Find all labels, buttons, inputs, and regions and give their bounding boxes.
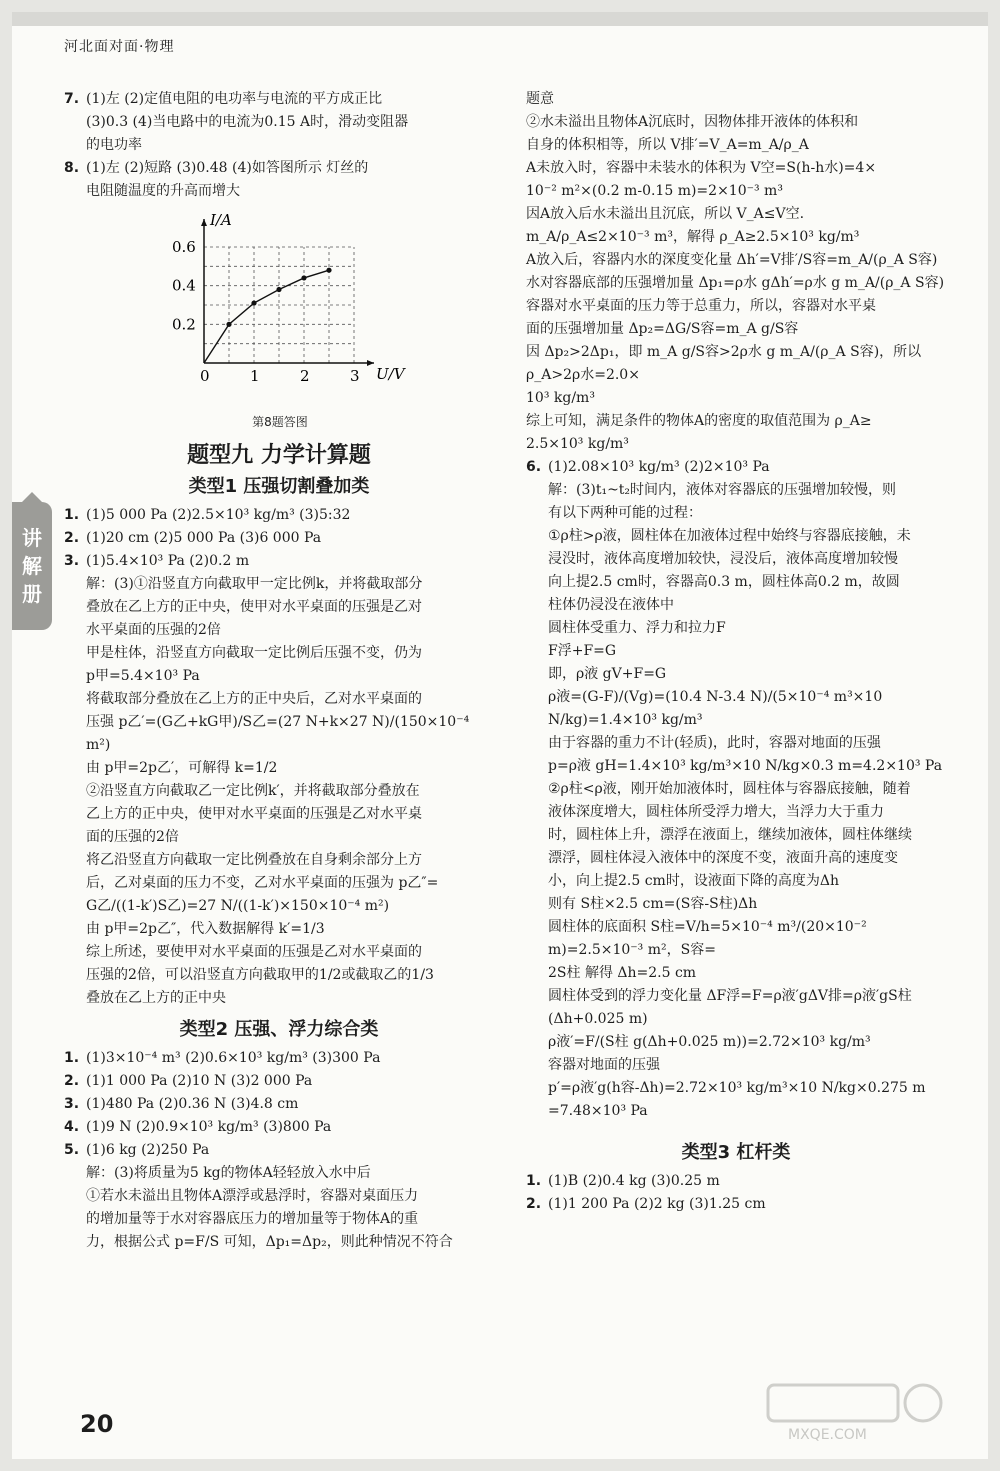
data-point: [251, 300, 256, 305]
answer-text: 的电功率: [86, 137, 142, 153]
question-number: [526, 617, 548, 640]
answers-top: [64, 88, 494, 203]
page-header: 河北面对面·物理: [64, 39, 175, 55]
answer-line: [526, 870, 946, 893]
answer-line: [64, 1047, 494, 1070]
question-number: 2.: [64, 1073, 80, 1089]
question-number: [64, 872, 86, 895]
answer-text: (1)1 200 Pa (2)2 kg (3)1.25 cm: [548, 1196, 766, 1212]
answer-line: [64, 1208, 494, 1231]
solution-line: 2.5×10³ kg/m³: [526, 436, 629, 452]
x-tick-label: 1: [250, 367, 260, 385]
solution-line: 因A放入后水未溢出且沉底，所以 V_A≤V空.: [526, 206, 805, 222]
question-number: [64, 619, 86, 642]
answer-line: [64, 88, 494, 111]
side-tab-char: 解: [22, 554, 42, 578]
question-number: [526, 502, 548, 525]
question-number: [64, 895, 86, 918]
answer-text: 时，圆柱体上升，漂浮在液面上，继续加液体，圆柱体继续: [548, 827, 912, 843]
question-number: [526, 571, 548, 594]
answer-text: ②ρ柱<ρ液，刚开始加液体时，圆柱体与容器底接触，随着: [548, 781, 911, 797]
answer-text: ρ液=(G-F)/(Vg)=(10.4 N-3.4 N)/(5×10⁻⁴ m³×10 N/kg)=1.4×10³ kg/m³: [548, 689, 883, 728]
answer-text: 后，乙对桌面的压力不变，乙对水平桌面的压强为 p乙″=: [86, 875, 439, 891]
answer-text: 乙上方的正中央，使甲对水平桌面的压强是乙对水平桌: [86, 806, 422, 822]
answer-text: 即，ρ液 gV+F=G: [548, 666, 667, 682]
question-number: [64, 596, 86, 619]
answer-line: [526, 1170, 946, 1193]
answer-line: [526, 916, 946, 962]
solution-line: 10³ kg/m³: [526, 390, 595, 406]
answer-text: 叠放在乙上方的正中央: [86, 990, 226, 1006]
answer-text: 漂浮，圆柱体浸入液体中的深度不变，液面升高的速度变: [548, 850, 898, 866]
answer-text: (1)5 000 Pa (2)2.5×10³ kg/m³ (3)5:32: [86, 507, 351, 523]
answer-line: [526, 778, 946, 801]
answer-text: 由 p甲=2p乙″，代入数据解得 k′=1/3: [86, 921, 325, 937]
question-number: 1.: [526, 1173, 542, 1189]
left-column: [64, 88, 494, 1254]
answer-text: 压强的2倍，可以沿竖直方向截取甲的1/2或截取乙的1/3: [86, 967, 434, 983]
answer-line: [526, 847, 946, 870]
answer-line: [526, 456, 946, 479]
answer-line: [526, 502, 946, 525]
answer-line: [526, 962, 946, 985]
question-number: [64, 134, 86, 157]
question-number: [526, 755, 548, 778]
answer-line: [64, 1231, 494, 1254]
question-number: [526, 686, 548, 732]
question-number: [526, 1077, 548, 1100]
data-line: [204, 270, 329, 363]
y-axis-label: I/A: [210, 211, 232, 229]
answer-line: [64, 111, 494, 134]
question-number: [64, 1162, 86, 1185]
y-axis-arrow: [201, 219, 207, 226]
solution-line: m_A/ρ_A≤2×10⁻³ m³，解得 ρ_A≥2.5×10³ kg/m³: [526, 229, 860, 245]
question-number: 6.: [526, 459, 542, 475]
answer-text: 容器对地面的压强: [548, 1057, 660, 1073]
answer-text: 则有 S柱×2.5 cm=(S容-S柱)Δh: [548, 896, 758, 912]
answer-line: [526, 732, 946, 755]
answer-line: [64, 1093, 494, 1116]
answer-line: [64, 803, 494, 826]
answer-text: (1)3×10⁻⁴ m³ (2)0.6×10³ kg/m³ (3)300 Pa: [86, 1050, 381, 1066]
answer-text: F浮+F=G: [548, 643, 617, 659]
answer-text: 叠放在乙上方的正中央，使甲对水平桌面的压强是乙对: [86, 599, 422, 615]
x-axis-label: U/V: [376, 365, 405, 383]
question-number: [64, 111, 86, 134]
answer-text: 解：(3)①沿竖直方向截取甲一定比例k，并将截取部分: [86, 576, 423, 592]
solution-line: A未放入时，容器中未装水的体积为 V空=S(h-h水)=4×: [526, 160, 877, 176]
answer-line: [64, 527, 494, 550]
question-number: [526, 548, 548, 571]
answer-line: [64, 688, 494, 711]
answer-line: [526, 548, 946, 571]
question-number: [64, 826, 86, 849]
answer-text: 柱体仍浸没在液体中: [548, 597, 674, 613]
question-number: [64, 918, 86, 941]
answer-line: [64, 964, 494, 987]
answer-line: [64, 642, 494, 665]
x-tick-label: 0: [200, 367, 210, 385]
answer-text: (1)20 cm (2)5 000 Pa (3)6 000 Pa: [86, 530, 322, 546]
answer-text: 压强 p乙′=(G乙+kG甲)/S乙=(27 N+k×27 N)/(150×10⁻⁴ m²): [86, 714, 470, 753]
solution-line: 自身的体积相等，所以 V排′=V_A=m_A/ρ_A: [526, 137, 809, 153]
question-number: [526, 479, 548, 502]
answer-text: 向上提2.5 cm时，容器高0.3 m，圆柱体高0.2 m，故圆: [548, 574, 900, 590]
answer-line: [526, 1008, 946, 1031]
answer-line: [64, 826, 494, 849]
question-number: [526, 985, 548, 1008]
answer-text: (1)左 (2)短路 (3)0.48 (4)如答图所示 灯丝的: [86, 160, 369, 176]
answer-line: [64, 780, 494, 803]
question-number: [64, 180, 86, 203]
answer-line: [526, 824, 946, 847]
section-title: 题型九 力学计算题: [187, 443, 371, 468]
x-tick-label: 3: [350, 367, 360, 385]
answer-line: [526, 893, 946, 916]
question-number: [526, 962, 548, 985]
solution-line: 题意: [526, 91, 554, 107]
type1-answers: [64, 504, 494, 1010]
question-number: [64, 1208, 86, 1231]
answer-text: =7.48×10³ Pa: [548, 1103, 648, 1119]
answer-line: [64, 504, 494, 527]
watermark-text: MXQE.COM: [788, 1427, 867, 1443]
question-number: [526, 916, 548, 962]
answer-line: [526, 617, 946, 640]
question-number: [64, 665, 86, 688]
y-tick-label: 0.6: [172, 238, 196, 256]
answer-text: 解：(3)将质量为5 kg的物体A轻轻放入水中后: [86, 1165, 371, 1181]
answer-line: [64, 941, 494, 964]
question-number: 7.: [64, 91, 80, 107]
question-number: 2.: [526, 1196, 542, 1212]
answer-line: [64, 987, 494, 1010]
answer-line: [526, 479, 946, 502]
answer-text: 由于容器的重力不计(轻质)，此时，容器对地面的压强: [548, 735, 881, 751]
answer-line: [64, 619, 494, 642]
x-tick-label: 2: [300, 367, 310, 385]
answer-text: 综上所述，要使甲对水平桌面的压强是乙对水平桌面的: [86, 944, 422, 960]
answer-line: [64, 849, 494, 872]
answer-text: p甲=5.4×10³ Pa: [86, 668, 200, 684]
answer-text: (1)6 kg (2)250 Pa: [86, 1142, 210, 1158]
question-number: [64, 1231, 86, 1254]
data-point: [276, 287, 281, 292]
chart-container: [160, 207, 420, 434]
solution-line: ②水未溢出且物体A沉底时，因物体排开液体的体积和: [526, 114, 859, 130]
y-tick-label: 0.2: [172, 315, 196, 334]
answer-line: [526, 686, 946, 732]
answer-text: ①ρ柱>ρ液，圆柱体在加液体过程中始终与容器底接触，未: [548, 528, 911, 544]
answer-text: 面的压强的2倍: [86, 829, 179, 845]
answer-line: [526, 525, 946, 548]
answer-text: (1)5.4×10³ Pa (2)0.2 m: [86, 553, 250, 569]
question-number: [64, 941, 86, 964]
answer-line: [526, 663, 946, 686]
answer-text: 将截取部分叠放在乙上方的正中央后，乙对水平桌面的: [86, 691, 422, 707]
answer-text: (1)1 000 Pa (2)10 N (3)2 000 Pa: [86, 1073, 313, 1089]
solution-line: A放入后，容器内水的深度变化量 Δh′=V排′/S容=m_A/(ρ_A S容): [526, 252, 938, 268]
answer-text: 圆柱体受到的浮力变化量 ΔF浮=F=ρ液′gΔV排=ρ液′gS柱: [548, 988, 912, 1004]
question-number: [526, 778, 548, 801]
answer-text: 浸没时，液体高度增加较快，浸没后，液体高度增加较慢: [548, 551, 898, 567]
answer-line: [526, 571, 946, 594]
solution-line: 综上可知，满足条件的物体A的密度的取值范围为 ρ_A≥: [526, 413, 872, 429]
side-tab: [12, 502, 52, 630]
answer-line: [64, 1139, 494, 1162]
question-number: [64, 849, 86, 872]
answer-line: [64, 1162, 494, 1185]
question-number: [526, 1054, 548, 1077]
question-number: [64, 757, 86, 780]
answer-line: [526, 1077, 946, 1100]
answer-text: 将乙沿竖直方向截取一定比例叠放在自身剩余部分上方: [86, 852, 422, 868]
question-number: 3.: [64, 1096, 80, 1112]
answer-text: (1)2.08×10³ kg/m³ (2)2×10³ Pa: [548, 459, 770, 475]
question-number: [64, 711, 86, 757]
answer-text: 电阻随温度的升高而增大: [86, 183, 240, 199]
top-rule: [12, 12, 988, 26]
data-point: [226, 322, 231, 327]
solution-line: 面的压强增加量 Δp₂=ΔG/S容=m_A g/S容: [526, 321, 799, 337]
answer-line: [526, 1054, 946, 1077]
question-number: [526, 732, 548, 755]
right-column: [526, 88, 946, 1216]
answer-text: ②沿竖直方向截取乙一定比例k′，并将截取部分叠放在: [86, 783, 420, 799]
type1-title: 类型1 压强切割叠加类: [188, 476, 370, 497]
question-number: 1.: [64, 1050, 80, 1066]
answer-line: [64, 665, 494, 688]
y-tick-label: 0.4: [172, 276, 196, 295]
answer-text: 解：(3)t₁~t₂时间内，液体对容器底的压强增加较慢，则: [548, 482, 897, 498]
answer-line: [526, 755, 946, 778]
side-tab-char: 讲: [22, 526, 42, 550]
question-number: [526, 640, 548, 663]
answer-line: [64, 596, 494, 619]
answer-line: [526, 1100, 946, 1123]
answer-line: [64, 918, 494, 941]
answer-text: (1)9 N (2)0.9×10³ kg/m³ (3)800 Pa: [86, 1119, 332, 1135]
answer-text: (1)B (2)0.4 kg (3)0.25 m: [548, 1173, 720, 1189]
question-number: [526, 663, 548, 686]
answer-text: 小，向上提2.5 cm时，设液面下降的高度为Δh: [548, 873, 839, 889]
answer-text: 力，根据公式 p=F/S 可知，Δp₁=Δp₂，则此种情况不符合: [86, 1234, 453, 1250]
iu-chart: [160, 207, 405, 403]
answer-line: [526, 1193, 946, 1216]
answer-text: 的增加量等于水对容器底压力的增加量等于物体A的重: [86, 1211, 419, 1227]
answer-line: [64, 872, 494, 895]
question-number: [64, 1185, 86, 1208]
answer-line: [64, 180, 494, 203]
question-number: [526, 893, 548, 916]
answer-line: [526, 1031, 946, 1054]
answer-text: 2S柱 解得 Δh=2.5 cm: [548, 965, 697, 981]
solution-line: 水对容器底部的压强增加量 Δp₁=ρ水 gΔh′=ρ水 g m_A/(ρ_A S容): [526, 275, 945, 291]
answer-text: 水平桌面的压强的2倍: [86, 622, 221, 638]
question-number: 1.: [64, 507, 80, 523]
type2-title: 类型2 压强、浮力综合类: [179, 1019, 379, 1040]
answer-text: p′=ρ液′g(h容-Δh)=2.72×10³ kg/m³×10 N/kg×0.275 m: [548, 1080, 926, 1096]
type3-title: 类型3 杠杆类: [681, 1142, 791, 1163]
question-number: [64, 573, 86, 596]
question-number: [526, 594, 548, 617]
page: [12, 12, 988, 1459]
question-number: [64, 987, 86, 1010]
solution-line: 10⁻² m²×(0.2 m-0.15 m)=2×10⁻³ m³: [526, 183, 783, 199]
answer-line: [526, 801, 946, 824]
question-number: [64, 780, 86, 803]
answer-line: [64, 573, 494, 596]
question-number: 8.: [64, 160, 80, 176]
question-number: [526, 801, 548, 824]
answer-text: 有以下两种可能的过程：: [548, 505, 702, 521]
question-number: [526, 847, 548, 870]
answer-line: [64, 1116, 494, 1139]
question-number: [526, 1008, 548, 1031]
answer-line: [526, 640, 946, 663]
question-number: 2.: [64, 530, 80, 546]
answer-line: [64, 134, 494, 157]
answer-line: [64, 157, 494, 180]
question-number: [526, 870, 548, 893]
answer-text: (1)左 (2)定值电阻的电功率与电流的平方成正比: [86, 91, 383, 107]
q6-answers: [526, 456, 946, 1123]
answer-text: 由 p甲=2p乙′，可解得 k=1/2: [86, 760, 278, 776]
answer-text: (1)480 Pa (2)0.36 N (3)4.8 cm: [86, 1096, 299, 1112]
question-number: 4.: [64, 1119, 80, 1135]
question-number: [526, 1031, 548, 1054]
answer-line: [64, 895, 494, 918]
answer-text: ①若水未溢出且物体A漂浮或悬浮时，容器对桌面压力: [86, 1188, 419, 1204]
page-number: 20: [80, 1410, 114, 1438]
question-number: 3.: [64, 553, 80, 569]
answer-text: 甲是柱体，沿竖直方向截取一定比例后压强不变，仍为: [86, 645, 422, 661]
answer-text: 圆柱体受重力、浮力和拉力F: [548, 620, 726, 636]
answer-line: [64, 1185, 494, 1208]
question-number: [526, 1100, 548, 1123]
question-number: [526, 824, 548, 847]
answer-line: [64, 550, 494, 573]
solution-line: 因 Δp₂>2Δp₁，即 m_A g/S容>2ρ水 g m_A/(ρ_A S容)，所以 ρ_A>2ρ水=2.0×: [526, 344, 922, 383]
x-axis-arrow: [367, 360, 374, 366]
question-number: [526, 525, 548, 548]
watermark-stamp: [758, 1381, 958, 1445]
data-point: [326, 268, 331, 273]
answer-text: 液体深度增大，圆柱体所受浮力增大，当浮力大于重力: [548, 804, 884, 820]
type3-answers: [526, 1170, 946, 1216]
answer-line: [64, 711, 494, 757]
answer-text: 圆柱体的底面积 S柱=V/h=5×10⁻⁴ m³/(20×10⁻² m)=2.5×10⁻³ m²，S容=: [548, 919, 867, 958]
question-number: [64, 642, 86, 665]
answer-text: (3)0.3 (4)当电路中的电流为0.15 A时，滑动变阻器: [86, 114, 409, 130]
answer-text: G乙/((1-k′)S乙)=27 N/((1-k′)×150×10⁻⁴ m²): [86, 898, 390, 914]
right-lines: [526, 88, 946, 456]
answer-line: [526, 594, 946, 617]
question-number: [64, 688, 86, 711]
answer-line: [64, 757, 494, 780]
question-number: 5.: [64, 1142, 80, 1158]
answer-line: [64, 1070, 494, 1093]
answer-text: ρ液′=F/(S柱 g(Δh+0.025 m))=2.72×10³ kg/m³: [548, 1034, 871, 1050]
data-point: [301, 275, 306, 280]
question-number: [64, 964, 86, 987]
question-number: [64, 803, 86, 826]
answer-line: [526, 985, 946, 1008]
side-tab-char: 册: [22, 582, 42, 606]
type2-answers: [64, 1047, 494, 1254]
chart-caption: 第8题答图: [252, 415, 308, 429]
solution-line: 容器对水平桌面的压力等于总重力，所以，容器对水平桌: [526, 298, 876, 314]
answer-text: p=ρ液 gH=1.4×10³ kg/m³×10 N/kg×0.3 m=4.2×10³ Pa: [548, 758, 943, 774]
answer-text: (Δh+0.025 m): [548, 1011, 648, 1027]
